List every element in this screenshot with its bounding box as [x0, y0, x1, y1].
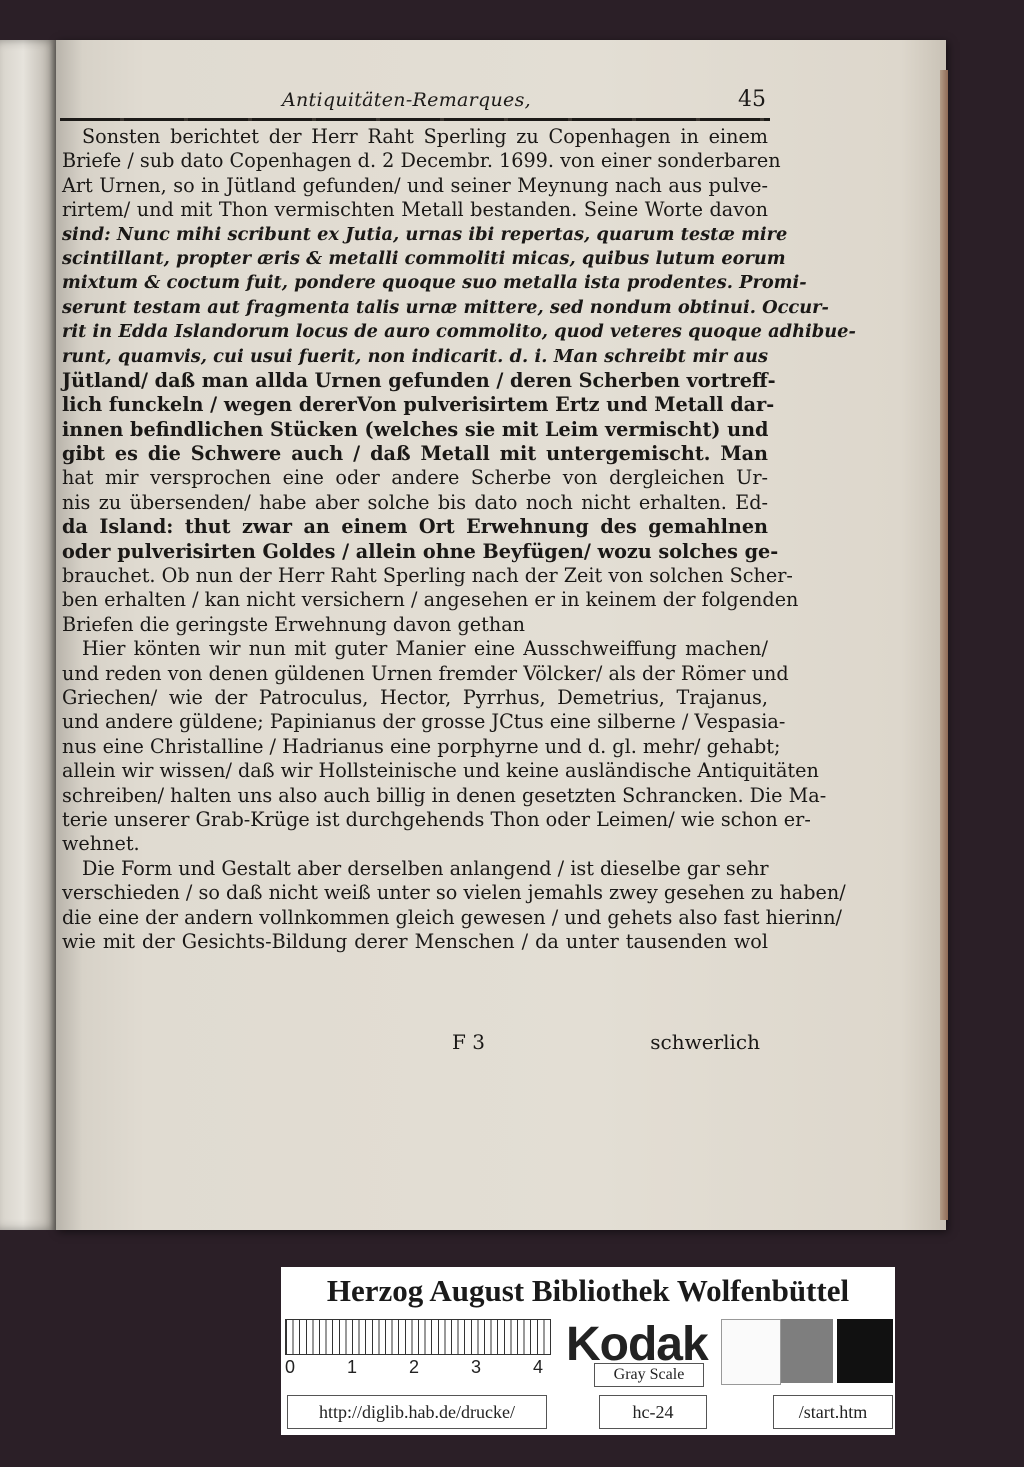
- text-line: runt, quamvis, cui usui fuerit, non indicarit. d. i. Man schreibt mir aus: [62, 345, 768, 367]
- ruler-label: 2: [409, 1357, 420, 1377]
- grayscale-label: Gray Scale: [594, 1363, 704, 1387]
- text-line: und reden von denen güldenen Urnen fremder Völcker/ als der Römer und: [62, 661, 789, 685]
- text-line: verschieden / so daß nicht weiß unter so vielen jemahls zwey gesehen zu haben/: [62, 881, 846, 905]
- text-line: Briefe / sub dato Copenhagen d. 2 Decembr. 1699. von einer sonderbaren: [62, 149, 781, 173]
- text-line: allein wir wissen/ daß wir Hollsteinische und keine ausländische Antiquitäten: [62, 759, 819, 783]
- text-line: die eine der andern vollnkommen gleich gewesen / und gehets also fast hierinn/: [62, 905, 843, 929]
- text-line: brauchet. Ob nun der Herr Raht Sperling nach der Zeit von solchen Scher-: [62, 564, 793, 588]
- text-line: Die Form und Gestalt aber derselben anlangend / ist dieselbe gar sehr: [82, 856, 769, 880]
- running-title: Antiquitäten-Remarques,: [282, 89, 531, 111]
- start-label: /start.htm: [773, 1395, 893, 1429]
- text-line: terie unserer Grab-Krüge ist durchgehends Thon oder Leimen/ wie schon er-: [62, 807, 811, 831]
- shelfmark-label: hc-24: [599, 1395, 707, 1429]
- white-patch: [721, 1319, 781, 1385]
- ruler-label: 0: [285, 1357, 296, 1377]
- ruler-label: 1: [347, 1357, 358, 1377]
- page-number: 45: [738, 87, 766, 112]
- catchword: schwerlich: [650, 1030, 760, 1054]
- ruler-label: 3: [471, 1357, 482, 1377]
- text-line: Jütland/ daß man allda Urnen gefunden / deren Scherben vortreff-: [62, 368, 776, 392]
- text-line: innen befindlichen Stücken (welches sie mit Leim vermischt) und: [62, 417, 769, 441]
- page-footer: [62, 1030, 768, 1058]
- url-label: http://diglib.hab.de/drucke/: [287, 1395, 547, 1429]
- text-line: da Island: thut zwar an einem Ort Erwehnung des gemahlnen: [62, 515, 768, 539]
- kodak-logo: Kodak: [566, 1318, 708, 1371]
- text-line: ben erhalten / kan nicht versichern / angesehen er in keinem der folgenden: [62, 588, 799, 612]
- ruler-scale: [285, 1319, 551, 1355]
- text-line: rit in Edda Islandorum locus de auro commolito, quod veteres quoque adhibue-: [62, 321, 856, 343]
- text-line: scintillant, propter æris & metalli commoliti micas, quibus lutum eorum: [62, 247, 786, 269]
- facing-page-edge: [0, 40, 58, 1230]
- library-name: Herzog August Bibliothek Wolfenbüttel: [326, 1273, 850, 1308]
- ruler-labels: [281, 1357, 561, 1377]
- text-line: Art Urnen, so in Jütland gefunden/ und seiner Meynung nach aus pulve-: [62, 173, 768, 197]
- text-line: schreiben/ halten uns also auch billig in denen gesetzten Schrancken. Die Ma-: [62, 783, 827, 807]
- text-line: Hier könten wir nun mit guter Manier eine Ausschweiffung machen/: [82, 637, 768, 661]
- header-rule: [60, 118, 770, 121]
- body-text: [62, 125, 856, 954]
- text-line: hat mir versprochen eine oder andere Scherbe von dergleichen Ur-: [62, 466, 768, 490]
- text-line: rirtem/ und mit Thon vermischten Metall bestanden. Seine Worte davon: [62, 198, 768, 222]
- signature-mark: F 3: [452, 1030, 485, 1054]
- text-line: oder pulverisirten Goldes / allein ohne Beyfügen/ wozu solches ge-: [62, 539, 779, 563]
- text-line: wehnet.: [62, 832, 140, 856]
- text-line: Briefen die geringste Erwehnung davon gethan: [62, 612, 525, 636]
- text-line: Sonsten berichtet der Herr Raht Sperling zu Copenhagen in einem: [82, 125, 768, 148]
- text-line: wie mit der Gesichts-Bildung derer Menschen / da unter tausenden wol: [62, 929, 768, 953]
- black-patch: [837, 1319, 893, 1383]
- gray-patch: [781, 1319, 833, 1383]
- page-header: [60, 85, 770, 115]
- text-line: lich funckeln / wegen dererVon pulverisirtem Ertz und Metall dar-: [62, 393, 775, 417]
- scan-reference-card: [281, 1267, 895, 1435]
- text-line: mixtum & coctum fuit, pondere quoque suo metalla ista prodentes. Promi-: [62, 272, 807, 294]
- text-line: nus eine Christalline / Hadrianus eine porphyrne und d. gl. mehr/ gehabt;: [62, 734, 781, 758]
- text-line: sind: Nunc mihi scribunt ex Jutia, urnas ibi repertas, quarum testæ mire: [62, 223, 788, 245]
- text-line: serunt testam aut fragmenta talis urnæ mittere, sed nondum obtinui. Occur-: [62, 296, 829, 318]
- ruler-label: 4: [533, 1357, 544, 1377]
- text-line: und andere güldene; Papinianus der grosse JCtus eine silberne / Vespasia-: [62, 710, 786, 734]
- text-line: Griechen/ wie der Patroculus, Hector, Pyrrhus, Demetrius, Trajanus,: [62, 685, 768, 709]
- text-line: gibt es die Schwere auch / daß Metall mit untergemischt. Man: [62, 442, 768, 466]
- page-fore-edge: [940, 70, 948, 1220]
- text-line: nis zu übersenden/ habe aber solche bis dato noch nicht erhalten. Ed-: [62, 490, 768, 514]
